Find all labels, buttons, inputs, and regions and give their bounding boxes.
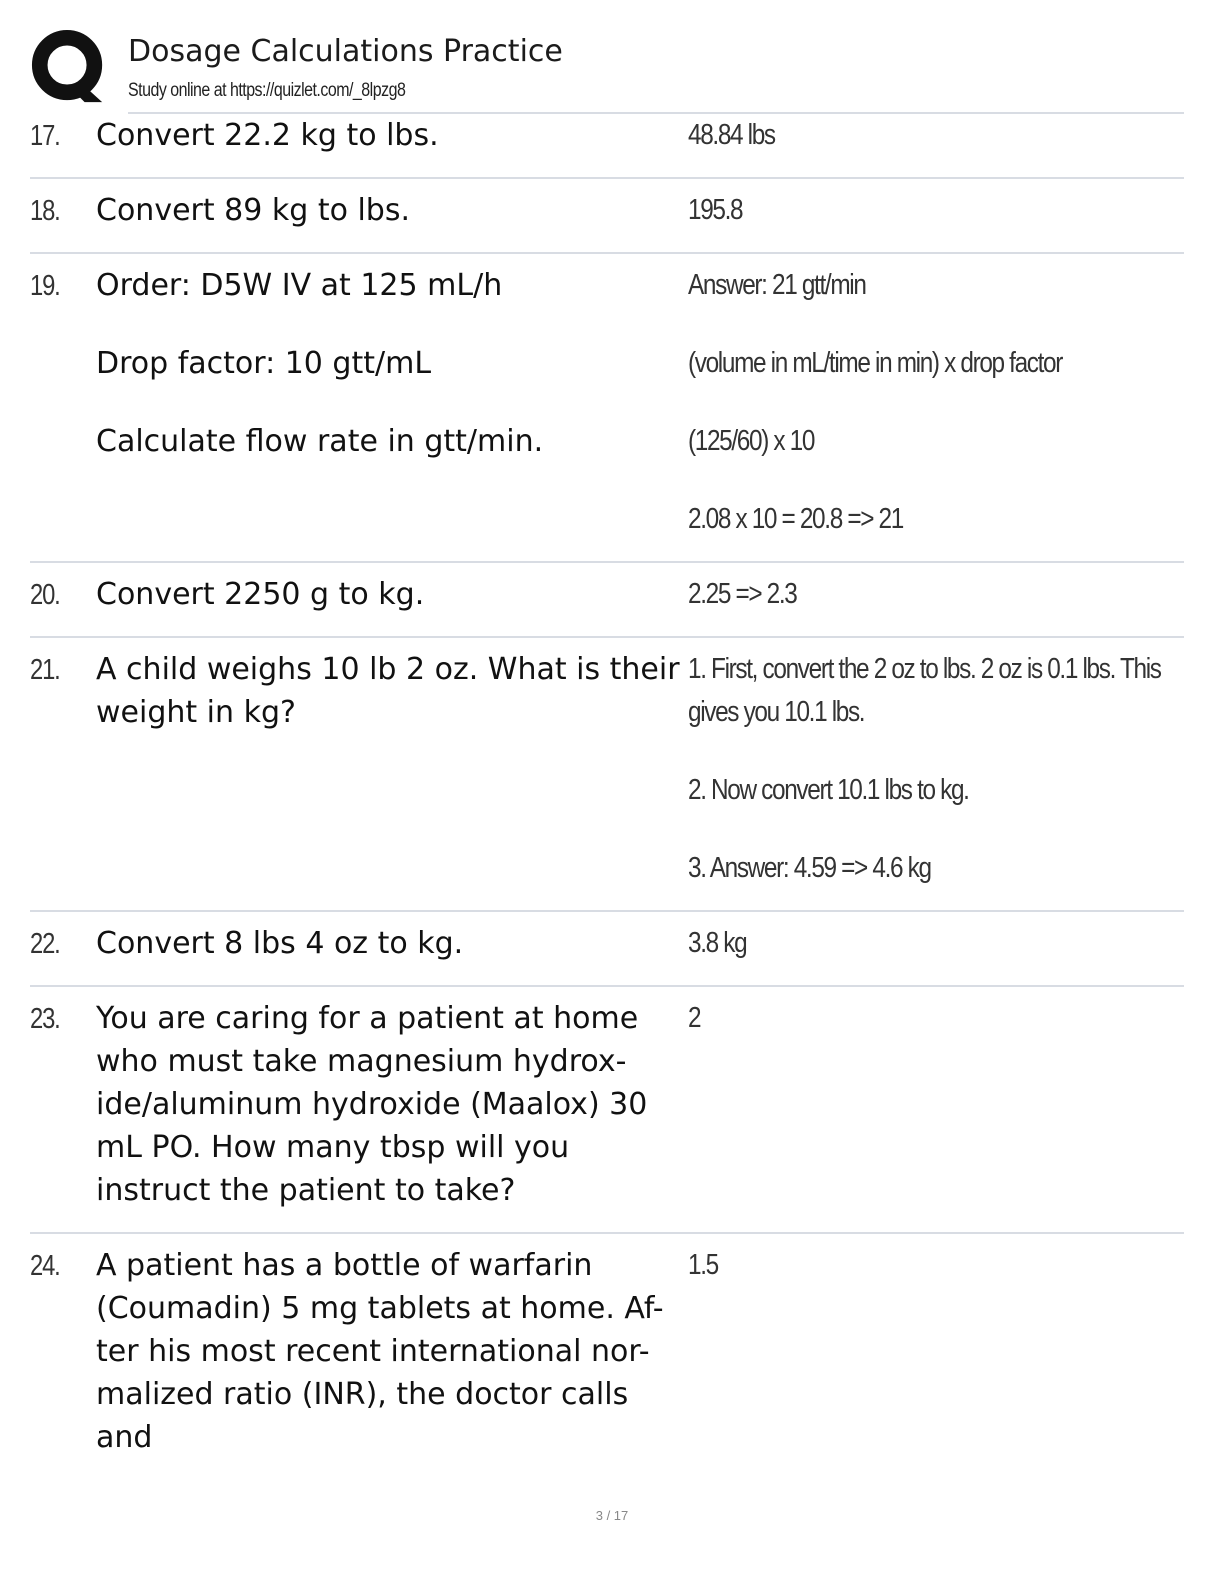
- flashcard-row: [30, 254, 1184, 563]
- page-number: 3 / 17: [595, 1508, 629, 1523]
- term-line: Convert 2250 g to kg.: [96, 577, 425, 612]
- term-line: Convert 8 lbs 4 oz to kg.: [96, 926, 464, 961]
- card-number: 21.: [30, 654, 60, 686]
- card-term: [96, 648, 688, 734]
- term-line: Calculate flow rate in gtt/min.: [96, 424, 544, 459]
- card-term: [96, 573, 688, 616]
- card-term: [96, 264, 688, 463]
- card-term: [96, 997, 688, 1212]
- definition-line: 2: [688, 1002, 701, 1034]
- flashcard-row: [30, 912, 1184, 987]
- card-number: 17.: [30, 120, 60, 152]
- card-number: 23.: [30, 1003, 60, 1035]
- definition-line: gives you 10.1 lbs.: [688, 696, 865, 728]
- definition-line: 3.8 kg: [688, 927, 747, 959]
- card-number: 18.: [30, 195, 60, 227]
- definition-line: 1. First, convert the 2 oz to lbs. 2 oz is 0.1 lbs. This: [688, 653, 1161, 685]
- card-number: 22.: [30, 928, 60, 960]
- card-definition: [688, 997, 1184, 1040]
- term-line: A child weighs 10 lb 2 oz. What is their weight in kg?: [96, 652, 680, 730]
- term-line: Drop factor: 10 gtt/mL: [96, 346, 432, 381]
- card-definition: [688, 264, 1184, 541]
- term-line: A patient has a bottle of warfarin (Coumadin) 5 mg tablets at home. Af-ter his most recent international nor-malized ratio (INR), the doctor calls and: [96, 1248, 664, 1455]
- definition-line: 195.8: [688, 194, 743, 226]
- card-definition: [688, 922, 1184, 965]
- card-number: 19.: [30, 270, 60, 302]
- term-line: Convert 22.2 kg to lbs.: [96, 118, 439, 153]
- card-definition: [688, 573, 1184, 616]
- definition-line: 3. Answer: 4.59 => 4.6 kg: [688, 852, 931, 884]
- term-line: Convert 89 kg to lbs.: [96, 193, 411, 228]
- card-term: [96, 922, 688, 965]
- definition-line: 2. Now convert 10.1 lbs to kg.: [688, 774, 969, 806]
- card-term: [96, 114, 688, 157]
- card-term: [96, 1244, 688, 1459]
- flashcard-row: [30, 563, 1184, 638]
- definition-line: 1.5: [688, 1249, 718, 1281]
- card-number: 20.: [30, 579, 60, 611]
- quizlet-logo-icon: [30, 28, 108, 106]
- flashcard-row: [30, 179, 1184, 254]
- definition-line: Answer: 21 gtt/min: [688, 269, 866, 301]
- card-definition: [688, 648, 1184, 890]
- flashcard-row: [30, 1234, 1184, 1455]
- flashcard-row: [30, 114, 1184, 179]
- card-term: [96, 189, 688, 232]
- definition-line: (volume in mL/time in min) x drop factor: [688, 347, 1063, 379]
- definition-line: 48.84 lbs: [688, 119, 775, 151]
- page-title: Dosage Calculations Practice: [128, 34, 563, 69]
- definition-line: 2.08 x 10 = 20.8 => 21: [688, 503, 903, 535]
- definition-line: 2.25 => 2.3: [688, 578, 797, 610]
- page-header: [30, 28, 1184, 114]
- card-number: 24.: [30, 1250, 60, 1282]
- flashcard-row: [30, 638, 1184, 912]
- card-definition: [688, 114, 1184, 157]
- study-link[interactable]: Study online at https://quizlet.com/_8lpzg8: [128, 80, 406, 101]
- flashcard-row: [30, 987, 1184, 1234]
- flashcard-list: [30, 114, 1184, 1455]
- term-line: Order: D5W IV at 125 mL/h: [96, 268, 503, 303]
- card-definition: [688, 189, 1184, 232]
- definition-line: (125/60) x 10: [688, 425, 815, 457]
- card-definition: [688, 1244, 1184, 1287]
- term-line: You are caring for a patient at home who must take magnesium hydrox-ide/aluminum hydroxide (Maalox) 30 mL PO. How many tbsp will you instruct the patient to take?: [96, 1001, 648, 1208]
